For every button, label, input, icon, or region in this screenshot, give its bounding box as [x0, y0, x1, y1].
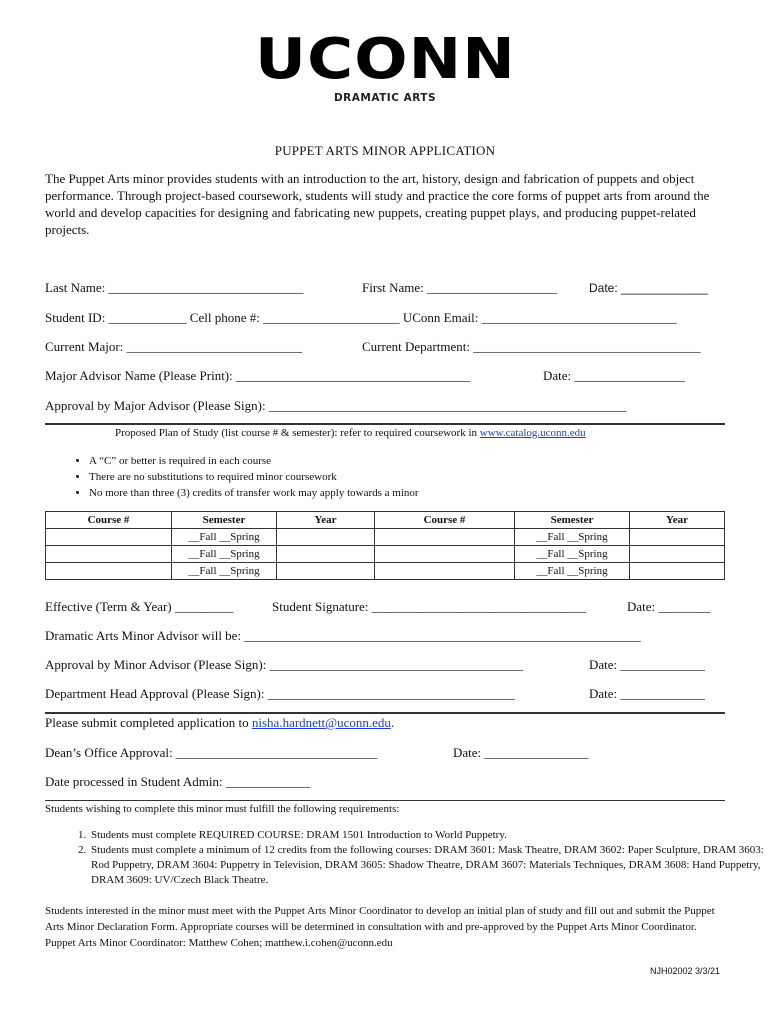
closing-paragraph: Students interested in the minor must meet with the Puppet Arts Minor Coordinator to develop an initial plan of study and fill out and submit the Puppet Arts Minor Declaration Form. Appropriate courses will be determined in consultation with and pre-approved by the Puppet Arts Minor Coordinator. Puppet Arts Minor Coordinator: Matthew Cohen; matthew.i.cohen@uconn.edu: [45, 905, 715, 949]
major-advisor-signature-field[interactable]: Approval by Major Advisor (Please Sign): _______________________________________________________: [45, 398, 627, 413]
deans-office-approval-field[interactable]: Dean’s Office Approval: _______________________________: [45, 745, 378, 760]
current-major-field[interactable]: Current Major: ___________________________: [45, 339, 303, 354]
section-divider: [45, 800, 725, 801]
list-item: 2. Students must complete a minimum of 12 credits from the following courses: DRAM 3601: Mask Theatre, DRAM 3602: Paper Sculpture, DRAM 3603: Rod Puppetry, DRAM 3604: Puppetry in Television, DRAM 3605: Shadow Theatre, DRAM 3607: Materials Techniques, DRAM 3608: Hand Puppetry, DRAM 3609: UV/Czech Black Theatre.: [89, 843, 769, 888]
year-cell[interactable]: [277, 529, 375, 546]
requirements-heading: Students wishing to complete this minor must fulfill the following requirements:: [45, 803, 400, 815]
semester-cell[interactable]: __Fall __Spring: [515, 546, 630, 563]
date-field[interactable]: Date: _____________: [589, 281, 708, 295]
course-cell[interactable]: [375, 546, 515, 563]
submit-text: Please submit completed application to: [45, 715, 252, 730]
submit-end: .: [390, 715, 395, 730]
course-cell[interactable]: [46, 529, 172, 546]
intro-paragraph: The Puppet Arts minor provides students with an introduction to the art, history, design and fabrication of puppets and object performance. Through project-based coursework, students will study and practice the core forms of puppet arts from around the world and develop capacities for designing and fabricating new puppets, creating puppet plays, and producing puppet-related projects.: [45, 171, 710, 237]
submit-instructions: [45, 715, 394, 731]
student-signature-date-field[interactable]: Date: ________: [627, 599, 711, 614]
year-cell[interactable]: [630, 546, 725, 563]
plan-of-study-heading: [115, 427, 586, 439]
table-header-row: [46, 512, 725, 529]
column-header: Course #: [375, 512, 515, 529]
minor-advisor-signature-field[interactable]: Approval by Minor Advisor (Please Sign): _______________________________________: [45, 657, 524, 672]
plan-heading-text: Proposed Plan of Study (list course # & semester): refer to required coursework in: [115, 427, 480, 439]
logo-wordmark: UCONN: [254, 27, 516, 92]
submit-email-link[interactable]: nisha.hardnett@uconn.edu: [251, 715, 391, 730]
uconn-logo: [0, 27, 770, 104]
requirements-list: [45, 828, 769, 888]
plan-of-study-table: [45, 511, 725, 580]
minor-advisor-date-field[interactable]: Date: _____________: [589, 657, 705, 672]
student-signature-field[interactable]: Student Signature: _________________________________: [272, 599, 587, 614]
semester-cell[interactable]: __Fall __Spring: [515, 563, 630, 580]
current-department-field[interactable]: Current Department: ___________________________________: [362, 339, 701, 354]
major-advisor-name-field[interactable]: Major Advisor Name (Please Print): ____________________________________: [45, 368, 470, 383]
course-cell[interactable]: [375, 529, 515, 546]
deans-office-date-field[interactable]: Date: ________________: [453, 745, 589, 760]
page-title: PUPPET ARTS MINOR APPLICATION: [274, 143, 496, 158]
year-cell[interactable]: [277, 563, 375, 580]
section-divider: [45, 712, 725, 714]
column-header: Semester: [515, 512, 630, 529]
year-cell[interactable]: [630, 563, 725, 580]
plan-rules-list: [45, 453, 419, 501]
course-cell[interactable]: [46, 546, 172, 563]
table-row: [46, 546, 725, 563]
list-item: 1. Students must complete REQUIRED COURSE: DRAM 1501 Introduction to World Puppetry.: [89, 828, 769, 843]
course-cell[interactable]: [46, 563, 172, 580]
column-header: Year: [630, 512, 725, 529]
form-code: NJH02002 3/3/21: [650, 966, 721, 976]
semester-cell[interactable]: __Fall __Spring: [172, 546, 277, 563]
table-row: [46, 529, 725, 546]
department-head-date-field[interactable]: Date: _____________: [589, 686, 705, 701]
list-item: • There are no substitutions to required minor coursework: [89, 469, 419, 485]
catalog-link[interactable]: www.catalog.uconn.edu: [479, 427, 586, 439]
advisor-date-field[interactable]: Date: _________________: [543, 368, 685, 383]
first-name-field[interactable]: First Name: ____________________: [362, 280, 557, 295]
column-header: Year: [277, 512, 375, 529]
semester-cell[interactable]: __Fall __Spring: [172, 563, 277, 580]
course-cell[interactable]: [375, 563, 515, 580]
table-row: [46, 563, 725, 580]
semester-cell[interactable]: __Fall __Spring: [515, 529, 630, 546]
column-header: Course #: [46, 512, 172, 529]
year-cell[interactable]: [277, 546, 375, 563]
minor-advisor-field[interactable]: Dramatic Arts Minor Advisor will be: _____________________________________________________________: [45, 628, 641, 643]
department-head-signature-field[interactable]: Department Head Approval (Please Sign): ______________________________________: [45, 686, 515, 701]
logo-subtitle: DRAMATIC ARTS: [333, 92, 437, 104]
effective-term-field[interactable]: Effective (Term & Year) _________: [45, 599, 234, 614]
list-item: • No more than three (3) credits of transfer work may apply towards a minor: [89, 485, 419, 501]
date-processed-field[interactable]: Date processed in Student Admin: _____________: [45, 774, 311, 789]
semester-cell[interactable]: __Fall __Spring: [172, 529, 277, 546]
section-divider: [45, 423, 725, 425]
list-item: • A “C” or better is required in each course: [89, 453, 419, 469]
column-header: Semester: [172, 512, 277, 529]
last-name-field[interactable]: Last Name: ______________________________: [45, 280, 304, 295]
student-id-phone-email-fields[interactable]: Student ID: ____________ Cell phone #: _____________________ UConn Email: ______________________________: [45, 310, 677, 325]
year-cell[interactable]: [630, 529, 725, 546]
